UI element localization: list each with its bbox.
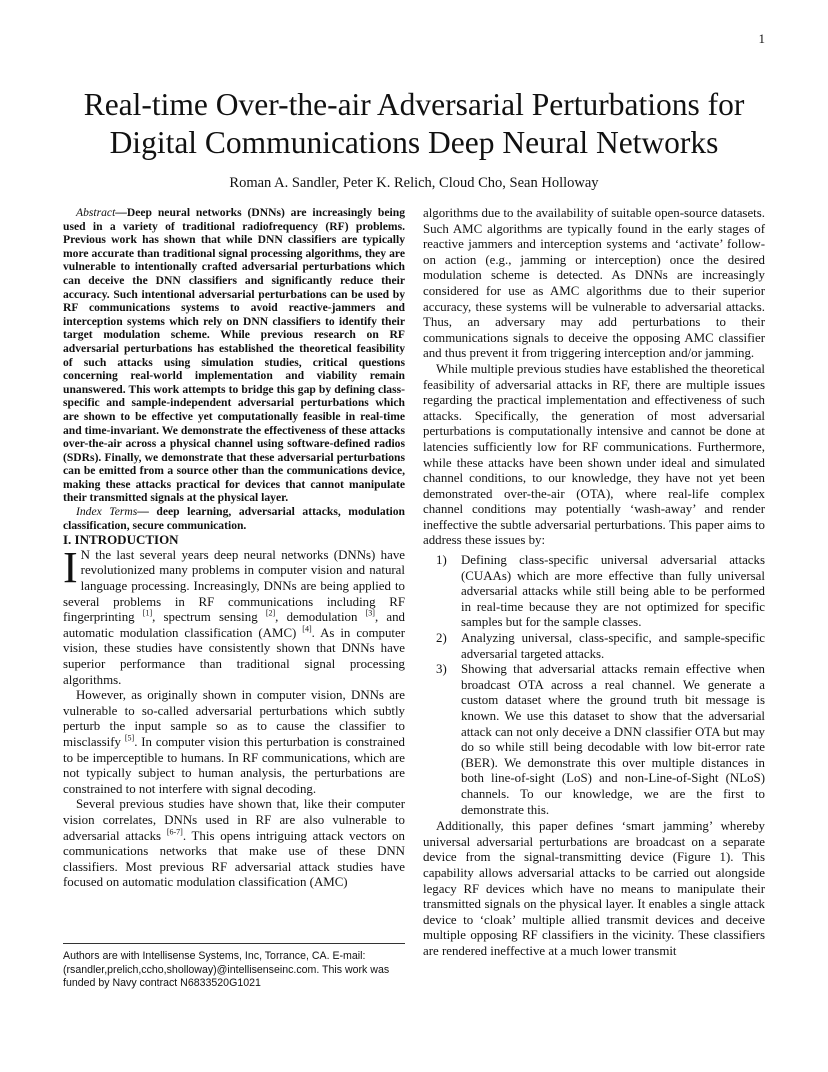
intro-p1-text: , spectrum sensing bbox=[152, 610, 266, 625]
intro-p2-text: . In computer vision this perturbation is constrained to be imperceptible to humans. In RF communications, which are not typically subject to human analysis, the perturbations are constrained to not interfere with signal decoding. bbox=[63, 734, 405, 796]
intro-paragraph-2 bbox=[63, 688, 405, 797]
author-footnote: Authors are with Intellisense Systems, Inc, Torrance, CA. E-mail: (rsandler,prelich,ccho,sholloway)@intellisenseinc.com. This work was funded by Navy contract N6833520G1021 bbox=[63, 943, 405, 991]
citation[interactable]: [3] bbox=[365, 608, 375, 618]
intro-p1-text: . As in computer vision, these studies have consistently shown that DNNs have superior performance than traditional signal processing algorithms. bbox=[63, 625, 405, 687]
intro-p3-text: . This opens intriguing attack vectors on communications networks that make use of these DNN classifiers. Most previous RF adversarial attack studies have focused on automatic modulation classification (AMC) bbox=[63, 828, 405, 890]
citation[interactable]: [6-7] bbox=[166, 827, 183, 837]
list-item bbox=[423, 631, 765, 662]
list-number: 1) bbox=[436, 553, 447, 568]
list-number: 3) bbox=[436, 662, 447, 677]
contribution-list bbox=[423, 553, 765, 818]
list-number: 2) bbox=[436, 631, 447, 646]
right-paragraph-3: Additionally, this paper defines ‘smart jamming’ whereby universal adversarial perturbations are broadcast on a separate device from the signal-transmitting device (Figure 1). This capability allows adversarial attacks to be carried out alongside legacy RF devices which have no means to manipulate their transmitted signals on the physical layer. It enables a single attack device to ‘cloak’ multiple allied transmit devices and deceive multiple opposing RF classifiers in the vicinity. These classifiers are rendered ineffective at a much lower transmit bbox=[423, 819, 765, 958]
abstract-label: Abstract bbox=[76, 206, 116, 219]
citation[interactable]: [4] bbox=[302, 624, 312, 634]
list-item bbox=[423, 662, 765, 818]
intro-p2-text: However, as originally shown in computer vision, DNNs are vulnerable to so-called adversarial perturbations which subtly perturb the input sample so as to cause the classifier to misclassify bbox=[63, 688, 405, 749]
citation[interactable]: [1] bbox=[142, 608, 153, 618]
list-text: Defining class-specific universal adversarial attacks (CUAAs) which are more effective than fully universal adversarial attacks while still being able to be performed in real-time because they are not optimized for specific samples but for the sample classes. bbox=[461, 553, 765, 630]
index-terms bbox=[63, 505, 405, 532]
left-column bbox=[63, 206, 405, 891]
title-line-1: Real-time Over-the-air Adversarial Perturbations for bbox=[83, 87, 745, 122]
index-terms-text: — deep learning, adversarial attacks, modulation classification, secure communication. bbox=[63, 505, 405, 532]
drop-cap: I bbox=[63, 542, 78, 592]
abstract-text: —Deep neural networks (DNNs) are increasingly being used in a variety of traditional radiofrequency (RF) problems. Previous work has shown that while DNN classifiers are typically more accurate than traditional signal processing algorithms, they are vulnerable to intentionally crafted adversarial perturbations which can deceive the DNN classifiers and significantly reduce their accuracy. Such intentional adversarial perturbations can be used by RF communications systems to avoid reactive-jammers and interception systems which rely on DNN classifiers to identify their target modulation scheme. While previous research on RF adversarial perturbations has established the theoretical feasibility of such attacks using simulation studies, critical questions concerning real-world implementation and viability remain unanswered. This work attempts to bridge this gap by defining class-specific and sample-independent adversarial perturbations which are shown to be effective yet computationally feasible in real-time and time-invariant. We demonstrate the effectiveness of these attacks over-the-air across a physical channel using software-defined radios (SDRs). Finally, we demonstrate that these adversarial perturbations can be emitted from a source other than the communications device, making these attacks practical for devices that cannot manipulate their transmitted signals at the physical layer. bbox=[63, 206, 405, 505]
title-line-2: Digital Communications Deep Neural Networks bbox=[109, 125, 719, 160]
list-item bbox=[423, 553, 765, 631]
right-paragraph-2: While multiple previous studies have established the theoretical feasibility of adversarial attacks in RF, there are multiple issues regarding the practical implementation and effectiveness of such attacks. Specifically, the generation of most adversarial perturbations is computationally intensive and cannot be done at latencies sufficiently low for RF communications. Furthermore, while these attacks have been shown under ideal and simulated channel conditions, to our knowledge, they have not yet been demonstrated over-the-air (OTA), where real-life complex channel conditions may potentially ‘wash-away’ and render ineffective the subtle adversarial perturbations. This paper aims to address these issues by: bbox=[423, 361, 765, 548]
abstract bbox=[63, 206, 405, 505]
citation[interactable]: [2] bbox=[265, 608, 276, 618]
intro-p3-text: Several previous studies have shown that, like their computer vision correlates, DNNs used in RF are also vulnerable to adversarial attacks bbox=[63, 797, 405, 843]
right-paragraph-1: algorithms due to the availability of suitable open-source datasets. Such AMC algorithms are typically found in the early stages of reactive jammers and interception systems and ‘activate’ follow-on action (e.g., jamming or interception) once the desired modulation scheme is detected. As DNNs are increasingly considered for use as AMC algorithms due to their superior accuracy, these systems will be vulnerable to adversarial attacks. Thus, an adversary may add perturbations to their communications signals to deceive the opposing AMC classifier and thus prevent it from triggering interception and/or jamming. bbox=[423, 206, 765, 361]
paper-title bbox=[40, 86, 788, 162]
author-list: Roman A. Sandler, Peter K. Relich, Cloud Cho, Sean Holloway bbox=[229, 175, 599, 191]
citation[interactable]: [5] bbox=[124, 733, 135, 743]
list-text: Showing that adversarial attacks remain effective when broadcast OTA across a real channel. We generate a custom dataset where the ground truth bit message is known. We use this dataset to show that the adversarial attack can not only deceive a DNN classifier OTA but may do so while still being decodable with low bit-error rate (BER). We demonstrate this over multiple distances in both line-of-sight (LoS) and non-Line-of-Sight (NLoS) channels. To our knowledge, we are the first to demonstrate this. bbox=[461, 662, 765, 817]
intro-paragraph-3 bbox=[63, 797, 405, 891]
right-column bbox=[423, 206, 765, 960]
intro-p1-text: , demodulation bbox=[275, 610, 366, 625]
intro-p1-text: N the last several years deep neural networks (DNNs) have revolutionized many problems in computer vision and natural language processing. Increasingly, DNNs are being applied to several problems in RF communications including RF fingerprinting bbox=[63, 547, 405, 625]
intro-paragraph-1 bbox=[63, 542, 405, 688]
index-terms-label: Index Terms bbox=[76, 505, 138, 519]
page-number: 1 bbox=[758, 31, 765, 46]
section-heading-introduction: I. INTRODUCTION bbox=[63, 532, 179, 548]
intro-p1-text: , and automatic modulation classification (AMC) bbox=[63, 610, 405, 640]
list-text: Analyzing universal, class-specific, and sample-specific adversarial targeted attacks. bbox=[461, 631, 765, 661]
